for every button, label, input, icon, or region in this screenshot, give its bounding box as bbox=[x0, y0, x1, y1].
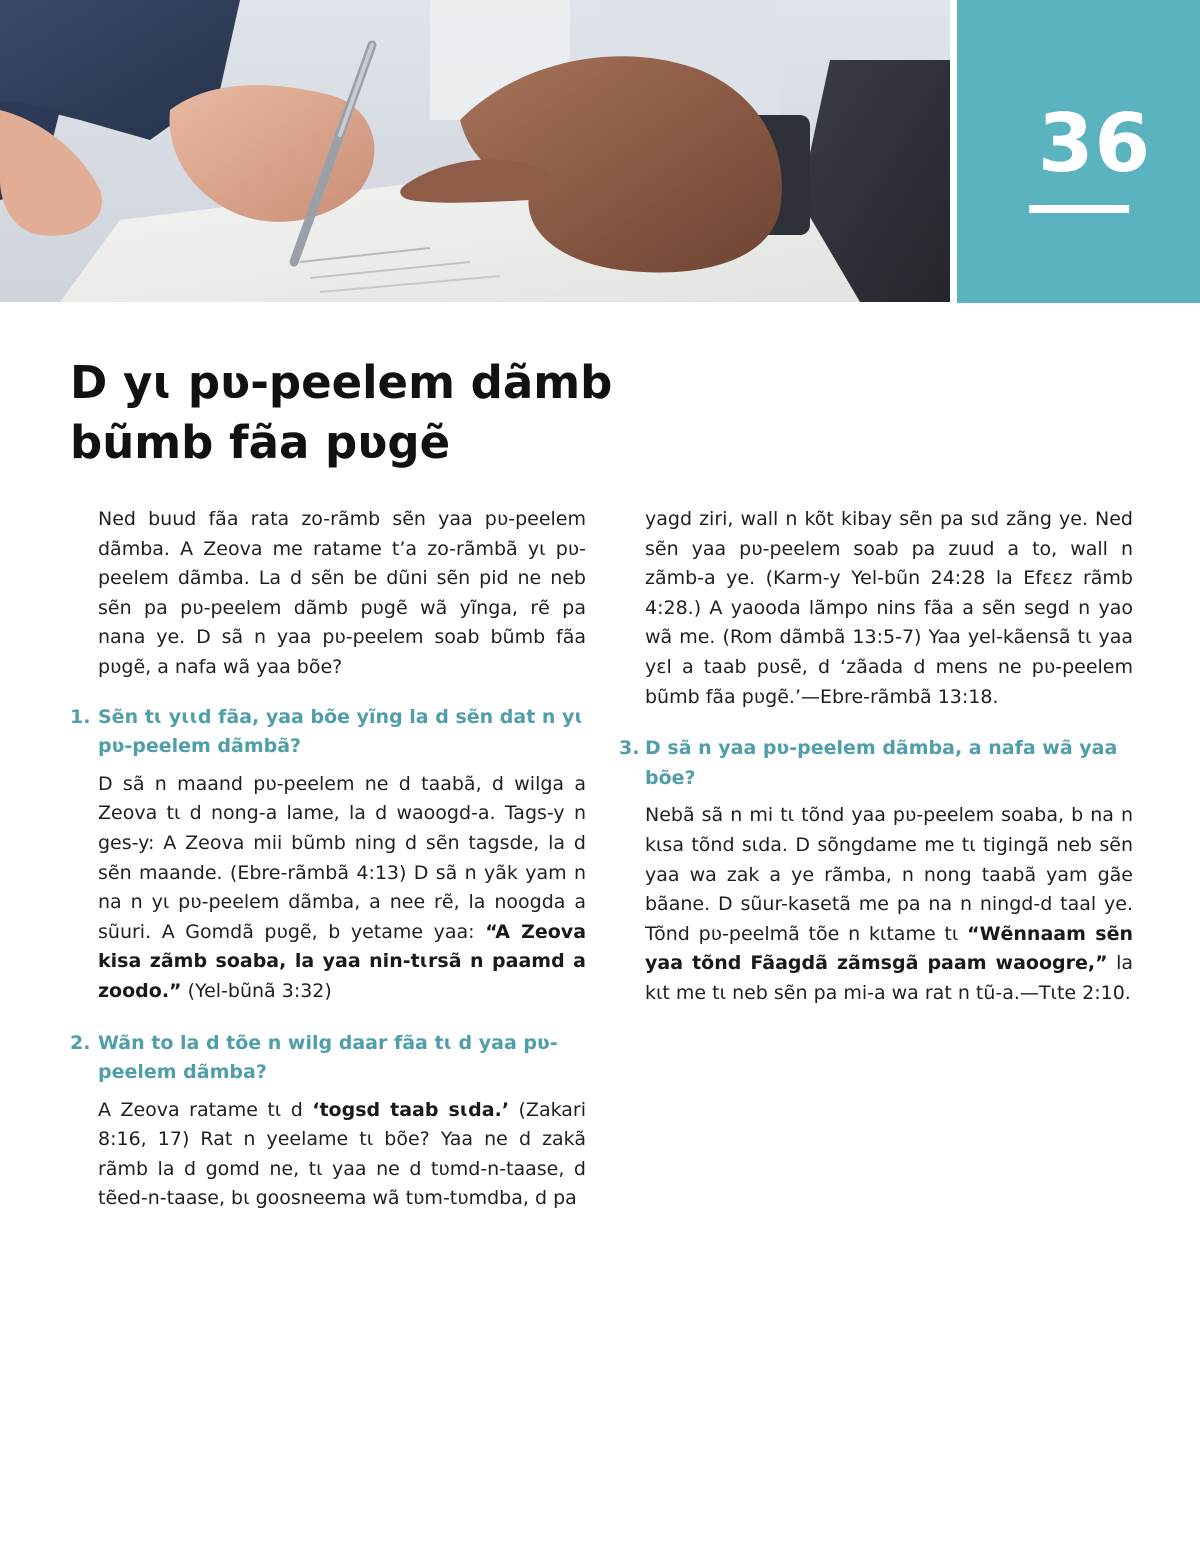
section-3-heading bbox=[619, 734, 1133, 793]
right-column bbox=[619, 505, 1133, 1009]
section-1-heading bbox=[70, 703, 586, 762]
intro-paragraph: Ned buud fãa rata zo-rãmb sẽn yaa pʋ-peelem dãmba. A Zeova me ratame t’a zo-rãmbã yɩ pʋ-peelem dãmba. La d sẽn be dũni sẽn pid ne neb sẽn pa pʋ-peelem dãmb pʋgẽ wã yĩnga, rẽ pa nana ye. D sã n yaa pʋ-peelem soab bũmb fãa pʋgẽ, a nafa wã yaa bõe? bbox=[98, 508, 586, 678]
left-column bbox=[70, 505, 587, 1214]
page-title-line1: D yɩ pʋ-peelem dãmb bbox=[70, 356, 613, 409]
section-2-heading bbox=[70, 1029, 586, 1088]
lesson-number-underline bbox=[1029, 205, 1129, 213]
header-photo bbox=[0, 0, 950, 302]
lesson-number: 36 bbox=[1037, 97, 1152, 190]
section-3-paragraph bbox=[645, 801, 1133, 1008]
section-1-heading-text: Sẽn tɩ yɩɩd fãa, yaa bõe yĩng la d sẽn dat n yɩ pʋ-peelem dãmbã? bbox=[98, 705, 583, 758]
section-1-quote: “A Zeova kisa zãmb soaba, la yaa nin-tɩrsã n paamd a zoodo.” bbox=[98, 920, 587, 1002]
section-2-text-a: A Zeova ratame tɩ d bbox=[98, 1098, 303, 1121]
section-3-number: 3. bbox=[619, 737, 640, 760]
section-1-text: D sã n maand pʋ-peelem ne d taabã, d wilga a Zeova tɩ d nong-a lame, la d waoogd-a. Tags-y n ges-y: A Zeova mii bũmb ning d sẽn tagsde, la d sẽn maande. (Ebre-rãmbã 4:13) D sã n yãk yam n na n yɩ pʋ-peelem dãmba, a nee rẽ, la noogda a sũuri. A Gomdã pʋgẽ, b yetame yaa: bbox=[98, 772, 586, 943]
section-1-paragraph bbox=[98, 770, 586, 1007]
page-title-line2: bũmb fãa pʋgẽ bbox=[70, 416, 451, 469]
section-3-heading-text: D sã n yaa pʋ-peelem dãmba, a nafa wã yaa bõe? bbox=[645, 737, 1118, 789]
section-1-number: 1. bbox=[70, 705, 91, 728]
section-3-text-b: la kɩt me tɩ neb sẽn pa mi-a wa rat n tũ-a.—Tɩte 2:10. bbox=[645, 952, 1133, 1004]
section-1-reference: (Yel-bũnã 3:32) bbox=[187, 979, 332, 1002]
section-2-number: 2. bbox=[70, 1031, 91, 1054]
section-3-quote: “Wẽnnaam sẽn yaa tõnd Fãagdã zãmsgã paam waoogre,” bbox=[645, 922, 1133, 975]
section-2-paragraph-continued: yagd ziri, wall n kõt kibay sẽn pa sɩd zãng ye. Ned sẽn yaa pʋ-peelem soab pa zuud a to, wall n zãmb-a ye. (Karm-y Yel-bũn 24:28 la Efɛɛz rãmb 4:28.) A yaooda lãmpo nins fãa a sẽn segd n yao wã me. (Rom dãmbã 13:5-7) Yaa yel-kãensã tɩ yaa yɛl a taab pʋsẽ, d ‘zãada d mens ne pʋ-peelem bũmb fãa pʋgẽ.’—Ebre-rãmbã 13:18. bbox=[645, 508, 1133, 708]
section-2-text-b: (Zakari 8:16, 17) Rat n yeelame tɩ bõe? Yaa ne d zakã rãmb la d gomd ne, tɩ yaa ne d tʋmd-n-taase, d tẽed-n-taase, bɩ goosneema wã tʋm-tʋmdba, d pa bbox=[98, 1098, 586, 1210]
handshake-illustration bbox=[0, 0, 950, 302]
section-2-paragraph-start bbox=[98, 1096, 586, 1214]
lesson-number-box bbox=[957, 0, 1200, 303]
page-title bbox=[70, 353, 630, 473]
section-2-quote: ‘togsd taab sɩda.’ bbox=[312, 1098, 510, 1121]
section-2-heading-text: Wãn to la d tõe n wilg daar fãa tɩ d yaa pʋ-peelem dãmba? bbox=[98, 1031, 558, 1084]
section-3-text-a: Nebã sã n mi tɩ tõnd yaa pʋ-peelem soaba, b na n kɩsa tõnd sɩda. D sõngdame me tɩ tigingã neb sẽn yaa wa zak a ye rãmba, n nong taabã yam gãe bãane. D sũur-kasetã me pa na n ningd-d taal ye. Tõnd pʋ-peelmã tõe n kɩtame tɩ bbox=[645, 804, 1133, 945]
